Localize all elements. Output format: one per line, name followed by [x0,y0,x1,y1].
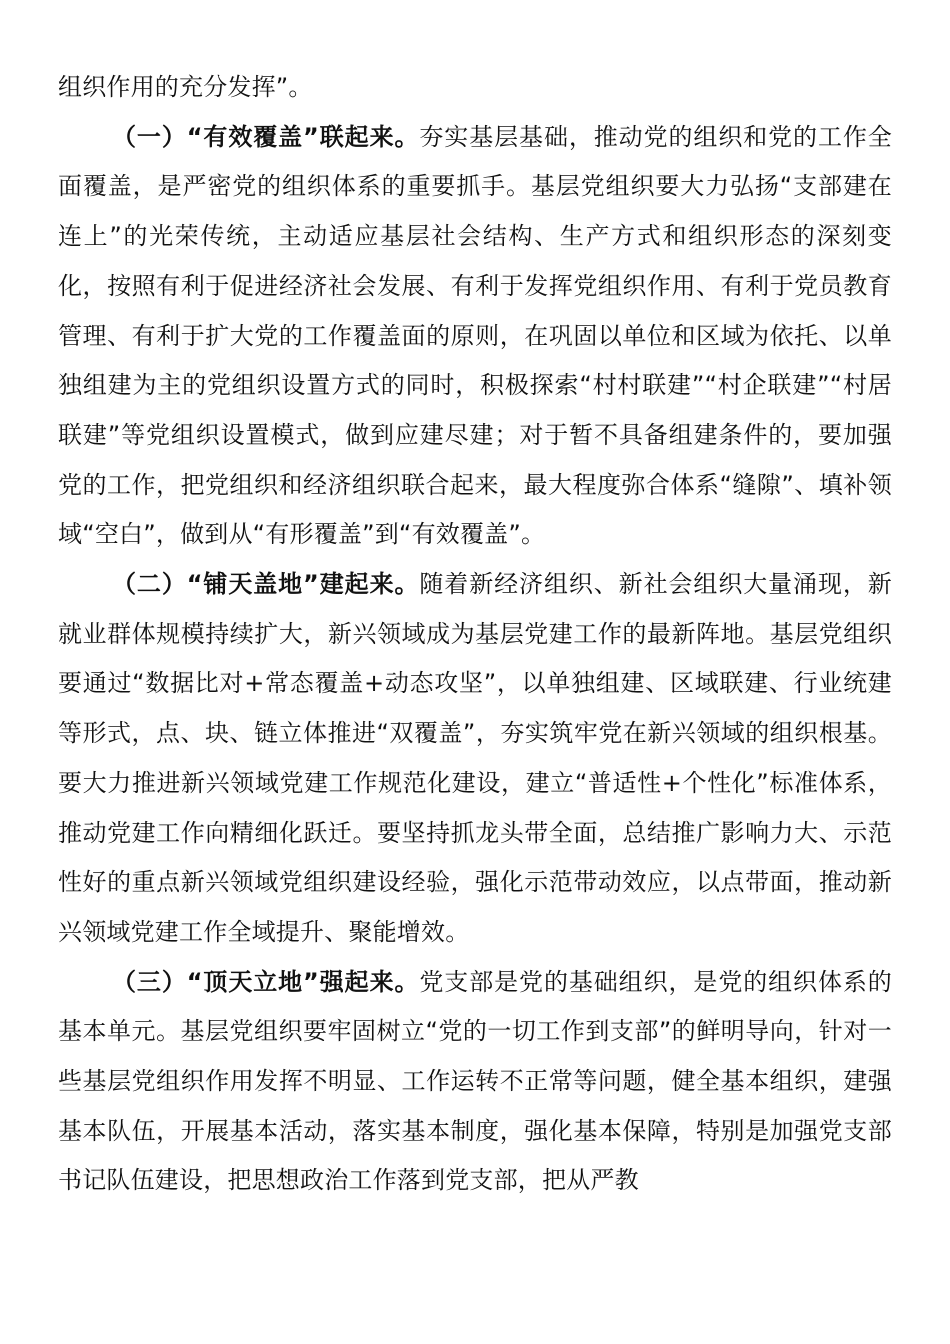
section-2-heading: （二）“铺天盖地”建起来。 [112,570,420,599]
section-3-heading: （三）“顶天立地”强起来。 [112,967,420,996]
section-1-body: 夯实基层基础，推动党的组织和党的工作全面覆盖，是严密党的组织体系的重要抓手。基层党组织要大力弘扬“支部建在连上”的光荣传统，主动适应基层社会结构、生产方式和组织形态的深刻变化，按照有利于促进经济社会发展、有利于发挥党组织作用、有利于党员教育管理、有利于扩大党的工作覆盖面的原则，在巩固以单位和区域为依托、以单独组建为主的党组织设置方式的同时，积极探索“村村联建”“村企联建”“村居联建”等党组织设置模式，做到应建尽建；对于暂不具备组建条件的，要加强党的工作，把党组织和经济组织联合起来，最大程度弥合体系“缝隙”、填补领域“空白”，做到从“有形覆盖”到“有效覆盖”。 [58,122,892,549]
intro-line: 组织作用的充分发挥”。 [58,73,313,101]
section-2 [58,560,892,958]
section-1-heading: （一）“有效覆盖”联起来。 [112,122,420,151]
section-2-body: 随着新经济组织、新社会组织大量涌现，新就业群体规模持续扩大，新兴领域成为基层党建工作的最新阵地。基层党组织要通过“数据比对+常态覆盖+动态攻坚”，以单独组建、区域联建、行业统建等形式，点、块、链立体推进“双覆盖”，夯实筑牢党在新兴领域的组织根基。要大力推进新兴领域党建工作规范化建设，建立“普适性+个性化”标准体系，推动党建工作向精细化跃迁。要坚持抓龙头带全面，总结推广影响力大、示范性好的重点新兴领域党组织建设经验，强化示范带动效应，以点带面，推动新兴领域党建工作全域提升、聚能增效。 [58,570,892,946]
document-page [58,63,892,1206]
section-1 [58,113,892,560]
section-3 [58,958,892,1207]
section-3-body: 党支部是党的基础组织，是党的组织体系的基本单元。基层党组织要牢固树立“党的一切工作到支部”的鲜明导向，针对一些基层党组织作用发挥不明显、工作运转不正常等问题，健全基本组织，建强基本队伍，开展基本活动，落实基本制度，强化基本保障，特别是加强党支部书记队伍建设，把思想政治工作落到党支部，把从严教 [58,967,892,1195]
